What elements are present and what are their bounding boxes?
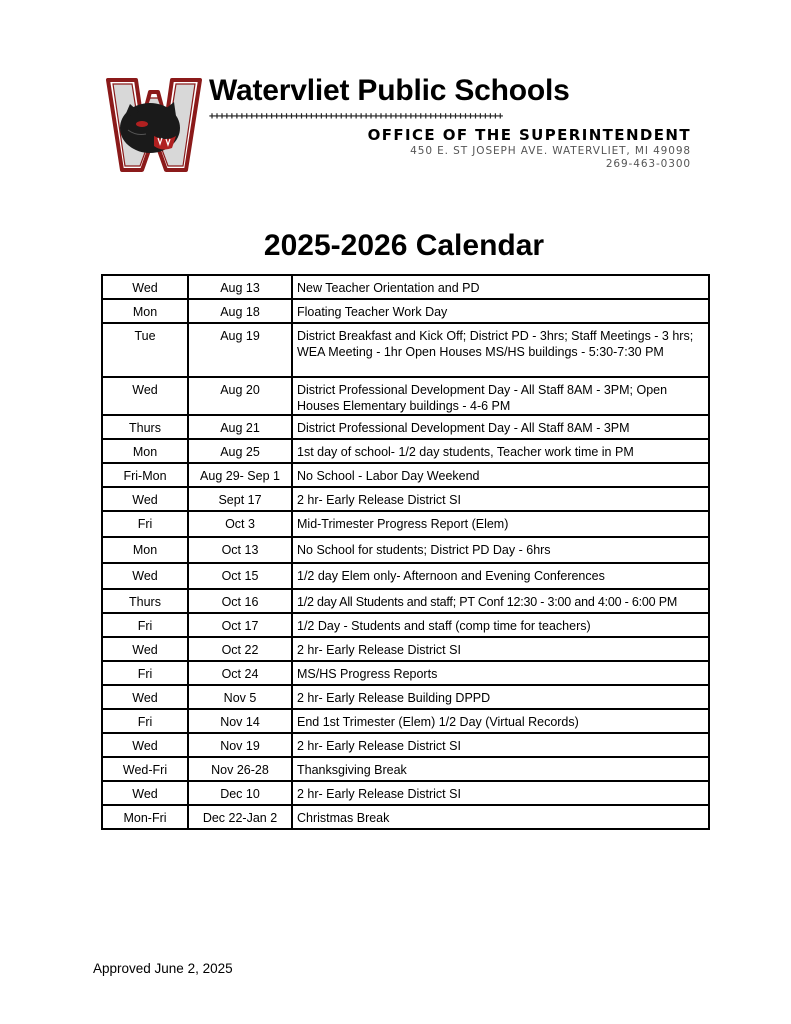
date-cell: Oct 17 <box>188 613 292 637</box>
date-cell: Oct 22 <box>188 637 292 661</box>
table-row <box>102 439 709 463</box>
event-cell: 1/2 Day - Students and staff (comp time for teachers) <box>292 613 709 637</box>
table-row <box>102 733 709 757</box>
office-phone: 269-463-0300 <box>605 158 691 170</box>
event-cell: New Teacher Orientation and PD <box>292 275 709 299</box>
calendar-title: 2025-2026 Calendar <box>263 229 545 262</box>
date-cell: Dec 10 <box>188 781 292 805</box>
table-row <box>102 685 709 709</box>
table-row <box>102 613 709 637</box>
event-cell: District Professional Development Day - All Staff 8AM - 3PM; Open Houses Elementary buildings - 4-6 PM <box>292 377 709 415</box>
date-cell: Nov 19 <box>188 733 292 757</box>
table-row <box>102 563 709 589</box>
school-logo <box>106 78 202 172</box>
table-row <box>102 805 709 829</box>
date-cell: Aug 19 <box>188 323 292 377</box>
event-cell: Mid-Trimester Progress Report (Elem) <box>292 511 709 537</box>
table-row <box>102 463 709 487</box>
day-cell: Mon <box>102 299 188 323</box>
date-cell: Oct 24 <box>188 661 292 685</box>
date-cell: Sept 17 <box>188 487 292 511</box>
event-cell: Floating Teacher Work Day <box>292 299 709 323</box>
day-cell: Wed <box>102 487 188 511</box>
decorative-plus-rule: +++++++++++++++++++++++++++++++++++++++++++++++++++++++++++ <box>209 111 503 122</box>
event-cell: 1st day of school- 1/2 day students, Teacher work time in PM <box>292 439 709 463</box>
date-cell: Nov 5 <box>188 685 292 709</box>
table-row <box>102 781 709 805</box>
event-cell: No School - Labor Day Weekend <box>292 463 709 487</box>
table-row <box>102 709 709 733</box>
event-cell: 1/2 day Elem only- Afternoon and Evening Conferences <box>292 563 709 589</box>
event-cell: 1/2 day All Students and staff; PT Conf 12:30 - 3:00 and 4:00 - 6:00 PM <box>292 589 709 613</box>
event-cell: 2 hr- Early Release District SI <box>292 781 709 805</box>
day-cell: Fri <box>102 709 188 733</box>
event-cell: MS/HS Progress Reports <box>292 661 709 685</box>
day-cell: Wed-Fri <box>102 757 188 781</box>
day-cell: Wed <box>102 563 188 589</box>
date-cell: Nov 26-28 <box>188 757 292 781</box>
day-cell: Fri-Mon <box>102 463 188 487</box>
day-cell: Mon <box>102 439 188 463</box>
office-title: OFFICE OF THE SUPERINTENDENT <box>367 126 691 144</box>
table-row <box>102 589 709 613</box>
table-row <box>102 661 709 685</box>
event-cell: Thanksgiving Break <box>292 757 709 781</box>
date-cell: Oct 16 <box>188 589 292 613</box>
day-cell: Fri <box>102 661 188 685</box>
date-cell: Aug 20 <box>188 377 292 415</box>
event-cell: 2 hr- Early Release District SI <box>292 733 709 757</box>
date-cell: Aug 25 <box>188 439 292 463</box>
table-row <box>102 537 709 563</box>
date-cell: Oct 13 <box>188 537 292 563</box>
table-row <box>102 637 709 661</box>
day-cell: Thurs <box>102 589 188 613</box>
calendar-table <box>101 274 710 830</box>
day-cell: Mon-Fri <box>102 805 188 829</box>
school-name: Watervliet Public Schools <box>209 74 570 107</box>
date-cell: Oct 15 <box>188 563 292 589</box>
table-row <box>102 323 709 377</box>
date-cell: Aug 21 <box>188 415 292 439</box>
day-cell: Fri <box>102 511 188 537</box>
day-cell: Wed <box>102 377 188 415</box>
table-row <box>102 377 709 415</box>
table-row <box>102 757 709 781</box>
table-row <box>102 487 709 511</box>
day-cell: Wed <box>102 781 188 805</box>
date-cell: Dec 22-Jan 2 <box>188 805 292 829</box>
table-row <box>102 511 709 537</box>
date-cell: Nov 14 <box>188 709 292 733</box>
day-cell: Wed <box>102 733 188 757</box>
table-row <box>102 275 709 299</box>
day-cell: Wed <box>102 275 188 299</box>
date-cell: Aug 29- Sep 1 <box>188 463 292 487</box>
event-cell: Christmas Break <box>292 805 709 829</box>
day-cell: Wed <box>102 637 188 661</box>
table-row <box>102 299 709 323</box>
day-cell: Fri <box>102 613 188 637</box>
approval-note: Approved June 2, 2025 <box>93 961 233 976</box>
event-cell: End 1st Trimester (Elem) 1/2 Day (Virtual Records) <box>292 709 709 733</box>
day-cell: Wed <box>102 685 188 709</box>
event-cell: 2 hr- Early Release District SI <box>292 637 709 661</box>
date-cell: Oct 3 <box>188 511 292 537</box>
office-address: 450 E. ST JOSEPH AVE. WATERVLIET, MI 49098 <box>410 145 691 157</box>
event-cell: No School for students; District PD Day - 6hrs <box>292 537 709 563</box>
day-cell: Tue <box>102 323 188 377</box>
date-cell: Aug 18 <box>188 299 292 323</box>
event-cell: District Professional Development Day - All Staff 8AM - 3PM <box>292 415 709 439</box>
event-cell: 2 hr- Early Release District SI <box>292 487 709 511</box>
date-cell: Aug 13 <box>188 275 292 299</box>
day-cell: Thurs <box>102 415 188 439</box>
table-row <box>102 415 709 439</box>
event-cell: District Breakfast and Kick Off; District PD - 3hrs; Staff Meetings - 3 hrs; WEA Meeting - 1hr Open Houses MS/HS buildings - 5:30-7:30 PM <box>292 323 709 377</box>
event-cell: 2 hr- Early Release Building DPPD <box>292 685 709 709</box>
day-cell: Mon <box>102 537 188 563</box>
